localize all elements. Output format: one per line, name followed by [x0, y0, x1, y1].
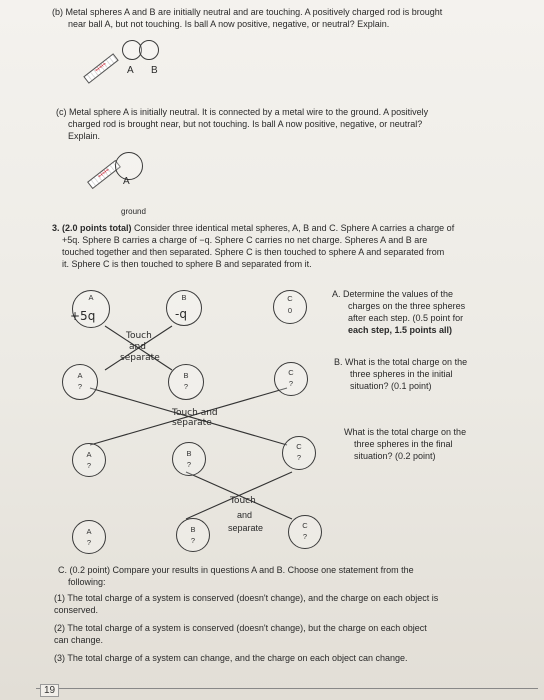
sphere-b-step2: B ?: [172, 442, 206, 476]
step-2-label-2: separate: [172, 418, 212, 428]
step-3-label-2: and: [237, 510, 253, 520]
sphere-b-step3: B ?: [176, 518, 210, 552]
part-c-text-3: Explain.: [68, 131, 101, 141]
question-c-line-1: C. (0.2 point) Compare your results in questions A and B. Choose one statement from the: [58, 565, 414, 575]
question-a-line-1: A. Determine the values of the: [332, 289, 454, 299]
sphere-c-initial: C 0: [273, 290, 307, 324]
sphere-b-initial: B: [166, 290, 202, 326]
step-2-label-1: Touch and: [172, 408, 218, 418]
step-1-label-3: separate: [120, 353, 160, 363]
question-b2-line-3: situation? (0.2 point): [354, 451, 436, 461]
part-c-text-2: charged rod is brought near, but not touching. Is ball A now positive, negative, or neutral?: [68, 119, 423, 129]
option-1-line-2: conserved.: [54, 605, 99, 615]
label-b: B: [151, 65, 158, 76]
sphere-c-step3: C ?: [288, 515, 322, 549]
question-a-line-4: each step, 1.5 points all): [348, 325, 453, 335]
charged-rod-icon: +++++: [87, 160, 121, 189]
sphere-b-step1: B ?: [168, 364, 204, 400]
question-a-line-3: after each step. (0.5 point for: [348, 313, 464, 323]
label-a: A: [127, 65, 134, 76]
question-b2-line-2: three spheres in the final: [354, 439, 453, 449]
question-c-line-2: following:: [68, 577, 106, 587]
label-a: A: [123, 176, 130, 187]
part-b-text-2: near ball A, but not touching. Is ball A now positive, negative, or neutral? Explain.: [68, 19, 390, 29]
step-3-label-3: separate: [228, 523, 264, 533]
ground-label: ground: [121, 207, 146, 216]
question-b-line-1: B. What is the total charge on the: [334, 357, 468, 367]
question-b2-line-1: What is the total charge on the: [344, 427, 467, 437]
q3-line-1: 3. (2.0 points total) Consider three identical metal spheres, A, B and C. Sphere A carries a charge of: [52, 223, 455, 233]
sphere-a-step3: A ?: [72, 520, 106, 554]
question-a-line-2: charges on the three spheres: [348, 301, 466, 311]
step-1-label-1: Touch: [126, 331, 152, 341]
q3-line-2: +5q. Sphere B carries a charge of −q. Sphere C carries no net charge. Spheres A and B are: [62, 235, 428, 245]
option-1-line-1: (1) The total charge of a system is conserved (doesn't change), and the charge on each object is: [54, 593, 439, 603]
option-2-line-2: can change.: [54, 635, 104, 645]
q3-line-4: it. Sphere C is then touched to sphere B and separated from it.: [62, 259, 312, 269]
question-b-line-2: three spheres in the initial: [350, 369, 453, 379]
part-c-text-1: (c) Metal sphere A is initially neutral. It is connected by a metal wire to the ground. A positively: [56, 107, 429, 117]
option-3-line-1: (3) The total charge of a system can change, and the charge on each object can change.: [54, 653, 408, 663]
charged-rod-icon: +++++: [83, 53, 118, 83]
sphere-a-step1: A ?: [62, 364, 98, 400]
part-b-text-1: (b) Metal spheres A and B are initially neutral and are touching. A positively charged rod is brought: [52, 7, 443, 17]
sphere-a-step2: A ?: [72, 443, 106, 477]
footer-divider: [36, 688, 538, 689]
sphere-c-step1: C ?: [274, 362, 308, 396]
sphere-a-initial-charge: +5q: [70, 309, 96, 323]
question-b-line-3: situation? (0.1 point): [350, 381, 432, 391]
option-2-line-1: (2) The total charge of a system is conserved (doesn't change), but the charge on each object: [54, 623, 427, 633]
q3-line-3: touched together and then separated. Sphere C is then touched to sphere A and separated from: [62, 247, 445, 257]
sphere-b-initial-charge: -q: [175, 307, 187, 321]
step-1-label-2: and: [129, 342, 146, 352]
sphere-a-initial: A: [72, 290, 110, 328]
sphere-c-step2: C ?: [282, 436, 316, 470]
page-number: 19: [40, 684, 59, 697]
step-3-label-1: Touch: [230, 496, 256, 506]
